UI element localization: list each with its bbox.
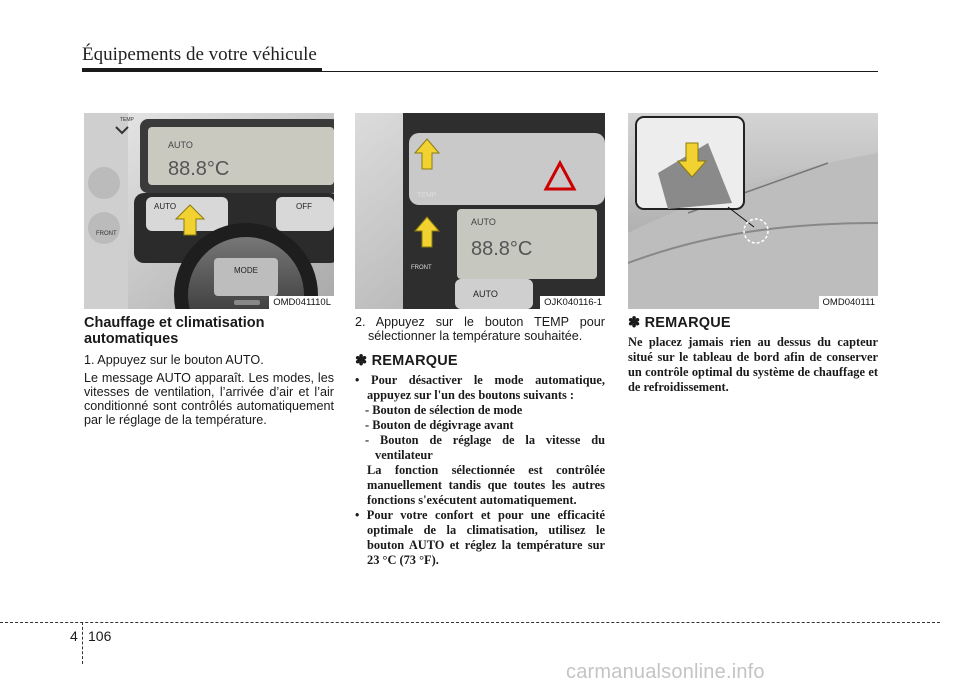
chapter-number: 4: [70, 628, 78, 644]
page-number: 106: [88, 628, 112, 644]
note-title: ✽ REMARQUE: [628, 315, 731, 331]
watermark: carmanualsonline.info: [566, 661, 765, 683]
figure-code: OMD040111: [819, 296, 878, 309]
footer-rule: [0, 622, 940, 623]
note-title: ✽ REMARQUE: [355, 353, 458, 369]
section-title: Chauffage et climatisation automatiques: [84, 315, 265, 347]
svg-text:AUTO: AUTO: [471, 217, 496, 227]
paragraph: Le message AUTO apparaît. Les modes, les vitesses de ventilation, l’arrivée d’air et l’air conditionné sont contrôlés automatiquement par le réglage de la température.: [84, 371, 334, 427]
note-text: Ne placez jamais rien au dessus du capteur situé sur le tableau de bord afin de conserver un contrôle optimal du système de chauffage et de refroidissement.: [628, 335, 878, 394]
svg-text:TEMP: TEMP: [120, 117, 134, 123]
note-after: La fonction sélectionnée est contrôlée manuellement tandis que toutes les autres fonctions s'exécutent automatiquement.: [367, 463, 605, 507]
svg-text:FRONT: FRONT: [96, 231, 117, 237]
footer-divider: [82, 622, 83, 664]
svg-text:AUTO: AUTO: [473, 289, 498, 299]
svg-text:FRONT: FRONT: [411, 265, 432, 271]
note-dash-2: - Bouton de dégivrage avant: [365, 418, 514, 432]
note-bullet-2: • Pour votre confort et pour une efficacité optimale de la climatisation, utilisez le bouton AUTO et réglez la température sur 23 °C (73 °F).: [355, 508, 605, 567]
column-1: [84, 315, 334, 431]
svg-text:OFF: OFF: [296, 202, 312, 211]
figure-auto-button: [84, 113, 334, 309]
note-dash-1: - Bouton de sélection de mode: [365, 403, 523, 417]
svg-text:MODE: MODE: [234, 266, 258, 275]
note-dash-3: - Bouton de réglage de la vitesse du ventilateur: [365, 433, 605, 462]
step-2: 2. Appuyez sur le bouton TEMP pour sélectionner la température souhaitée.: [355, 315, 605, 343]
figure-sensor-location: [628, 113, 878, 309]
svg-text:AUTO: AUTO: [154, 202, 177, 211]
page-header-title: Équipements de votre véhicule: [82, 44, 317, 65]
step-1: 1. Appuyez sur le bouton AUTO.: [84, 353, 264, 367]
svg-text:TEMP: TEMP: [417, 192, 437, 199]
svg-text:AUTO: AUTO: [168, 140, 193, 150]
figure-temp-button: [355, 113, 605, 309]
header-rule-thin: [82, 71, 878, 72]
note-bullet-1: • Pour désactiver le mode automatique, appuyez sur l'un des boutons suivants :: [355, 373, 605, 402]
column-2: [355, 315, 605, 568]
figure-code: OMD041110L: [269, 296, 334, 309]
column-3: [628, 315, 878, 395]
svg-text:88.8°C: 88.8°C: [168, 158, 230, 180]
figure-code: OJK040116-1: [540, 296, 605, 309]
svg-text:88.8°C: 88.8°C: [471, 238, 533, 260]
